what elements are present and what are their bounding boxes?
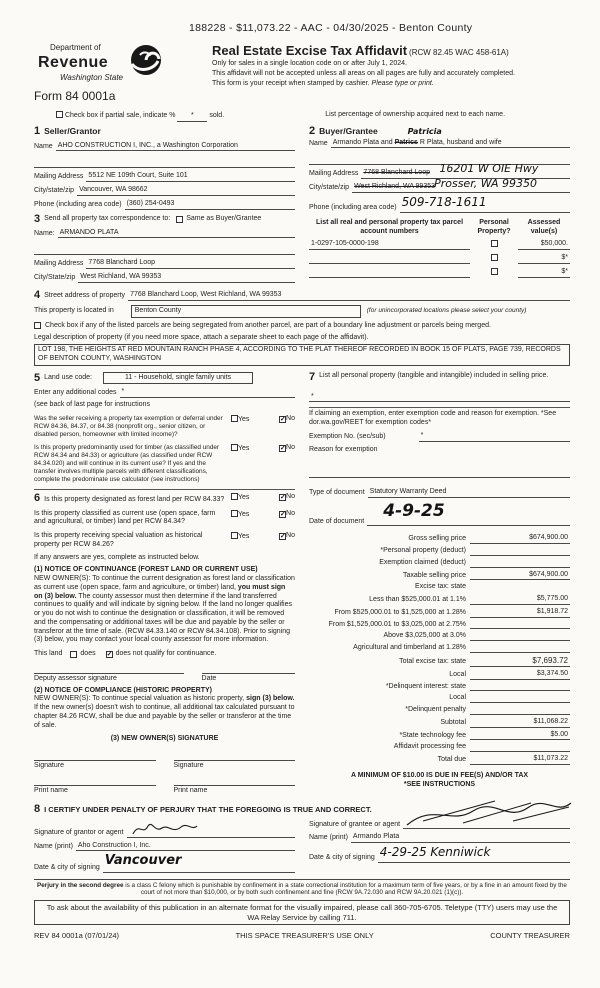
ownership-note: List percentage of ownership acquired next to each name. (325, 111, 506, 119)
local-tax-value: $3,374.50 (470, 670, 570, 680)
buyer-name-part2: R Plata, husband and wife (417, 138, 502, 146)
grantee-date-field[interactable] (378, 847, 570, 863)
correspondence-name-label: Name: (34, 229, 55, 237)
see-back-note: (see back of last page for instructions (34, 401, 150, 409)
personal-property-deduct-value (470, 548, 570, 556)
seller-city-label: City/state/zip (34, 187, 75, 195)
delinquent-penalty-value (470, 707, 570, 715)
timber-yes-checkbox[interactable] (231, 444, 238, 451)
notice2-text-a: NEW OWNER(S): To continue special valuation as historic property, (34, 695, 247, 703)
correspondence-city-label: City/State/zip (34, 274, 76, 282)
form-header (34, 43, 570, 104)
exemption-no-checkbox[interactable]: ✓ (280, 415, 286, 423)
left-lower-column (34, 372, 295, 796)
total-excise-state-value: $7,693.72 (470, 656, 570, 667)
tax-computation-table (309, 534, 570, 765)
buyer-name-part1: Armando Plata and (332, 138, 395, 146)
perjury-rest-text: is a class C felony which is punishable by confinement in a state correctional institution for a maximum term of five years, or by a fine in an amount fixed by the court of not more than $10,000, or by both such confinement and fine (RCW 9A.72.030 and RCW 9A.20.021 (1)(c)). (123, 881, 567, 897)
partial-sale-label: Check box if partial sale, indicate % (64, 112, 176, 120)
notice-compliance-title: (2) NOTICE OF COMPLIANCE (HISTORIC PROPERTY) (34, 686, 212, 694)
no-label: No (286, 532, 295, 540)
timber-no-checkbox[interactable]: ✓ (280, 444, 286, 452)
grantee-name-label: Name (print) (309, 834, 348, 842)
parcel-3-value-field[interactable]: $* (518, 268, 570, 278)
seller-mailing-field[interactable]: 5512 NE 109th Court, Suite 101 (86, 172, 295, 182)
notice-continuance-body (34, 575, 295, 645)
header-note-3-italic: Please type or print. (371, 79, 434, 87)
tax-label: Agricultural and timberland at 1.28% (353, 644, 466, 652)
located-in-label: This property is located in (34, 306, 114, 314)
doc-type-label: Type of document (309, 489, 365, 497)
timber-question: Is this property predominantly used for timber (as classified under RCW 84.34 and 84.33) or agriculture (as classified under RCW 84.34.020) and will continue in its current use? If yes and the transfer involves multiple parcels with different classifications, complete the predominate use calculator (see instructions) (34, 443, 220, 483)
same-as-buyer-label: Same as Buyer/Grantee (186, 214, 262, 222)
notice-compliance-body (34, 695, 295, 730)
gross-selling-price-value: $674,900.00 (470, 534, 570, 544)
notice1-text-bold: you must sign on (3) below. (34, 583, 286, 600)
yes-label: Yes (238, 415, 250, 423)
tax-label: Above $3,025,000 at 3.0% (383, 632, 466, 640)
minimum-due-note: A MINIMUM OF $10.00 IS DUE IN FEE(S) AND/OR TAX (350, 771, 529, 779)
personal-property-label: List all personal property (tangible and intangible) included in selling price. (319, 371, 549, 379)
personal-property-field[interactable]: * (309, 393, 570, 403)
grantor-signature-field[interactable] (127, 821, 295, 838)
no-label: No (286, 509, 295, 517)
current-use-question: Is this property classified as current use (open space, farm and agricultural, or timber) land per RCW 84.34? (34, 509, 216, 526)
logo-revenue-text: Revenue (38, 54, 109, 72)
exemption-yes-checkbox[interactable] (231, 415, 238, 422)
seller-column (34, 126, 295, 283)
correspondence-mailing-label: Mailing Address (34, 260, 84, 268)
deputy-signature-label: Deputy assessor signature (34, 673, 184, 684)
grantor-date-field[interactable] (103, 855, 295, 872)
tax-label: Gross selling price (408, 535, 466, 543)
new-owner-signature-title: (3) NEW OWNER(S) SIGNATURE (110, 735, 219, 743)
alternate-format-note: To ask about the availability of this publication in an alternate format for the visually impaired, please call 360-705-6705. Teletype (TTY) users may use the WA Relay Service by calling 711. (34, 900, 570, 925)
tier3-value (470, 621, 570, 629)
this-land-label: This land (34, 650, 63, 658)
rev-number: REV 84 0001a (07/01/24) (34, 931, 120, 941)
form-rcw: (RCW 82.45 WAC 458-61A) (409, 48, 509, 58)
owner-signature-1-label: Signature (34, 760, 156, 771)
tax-label: From $1,525,000.01 to $3,025,000 at 2.75% (328, 620, 466, 628)
right-lower-column (309, 372, 570, 796)
logo-dept-text: Department of (50, 43, 101, 53)
form-title: Real Estate Excise Tax Affidavit (212, 43, 408, 59)
revenue-swirl-icon (126, 43, 166, 79)
notice-continuance-title: (1) NOTICE OF CONTINUANCE (FOREST LAND OR CURRENT USE) (34, 566, 258, 574)
parcel-number-field[interactable]: 1-0297-105-0000-198 (309, 240, 470, 250)
tax-label: Total due (437, 756, 466, 764)
grantee-certify-block (309, 817, 570, 873)
tax-label: Subtotal (440, 718, 466, 726)
exemption-claimed-value (470, 560, 570, 568)
total-due-value: $11,073.22 (470, 755, 570, 765)
owner-print-2-label: Print name (174, 785, 296, 796)
grantee-signature-field[interactable] (403, 821, 570, 829)
legal-description-label: Legal description of property (if you need more space, attach a separate sheet to each page of the affidavit). (34, 334, 369, 342)
parcel-3-number-field[interactable] (309, 270, 470, 278)
processing-fee-value (470, 744, 570, 752)
tax-label: Local (449, 670, 466, 678)
tier1-value: $5,775.00 (470, 595, 570, 605)
does-not-label: does not qualify for continuance. (115, 650, 217, 658)
grantee-date-label: Date & city of signing (309, 854, 375, 862)
no-label: No (286, 443, 295, 451)
current-use-question-row (34, 510, 295, 528)
tax-label: Taxable selling price (402, 571, 466, 579)
grantee-signature-handwriting (403, 795, 573, 829)
buyer-phone-label: Phone (including area code) (309, 204, 397, 212)
grantor-date-label: Date & city of signing (34, 863, 100, 871)
buyer-column (309, 126, 570, 283)
segregated-checkbox[interactable] (34, 322, 41, 329)
perjury-note (34, 879, 570, 898)
street-address-field[interactable]: 7768 Blanchard Loop, West Richland, WA 99353 (128, 291, 570, 301)
partial-sale-sold-label: sold. (209, 112, 225, 120)
perjury-bold-text: Perjury in the second degree (37, 881, 124, 889)
parcel-row-2 (309, 254, 570, 264)
buyer-mailing-label: Mailing Address (309, 170, 359, 178)
historic-question-row (34, 532, 295, 550)
tier4-value (470, 633, 570, 641)
yes-label: Yes (238, 444, 250, 452)
tax-label: Local (449, 694, 466, 702)
parcel-table-header (309, 219, 570, 237)
seller-city-field[interactable]: Vancouver, WA 98662 (77, 186, 295, 196)
seller-name-label: Name (34, 142, 53, 150)
county-treasurer-label: COUNTY TREASURER (490, 931, 570, 941)
notice1-text-a: NEW OWNER(S): To continue the current designation as forest land or classification as current use (open space, farm and agriculture, or timber) land, (34, 575, 295, 591)
section-8-number: 8 (34, 802, 41, 815)
form-number: Form 84 0001a (34, 89, 116, 104)
no-label: No (286, 414, 295, 422)
yes-label: Yes (238, 533, 250, 541)
notice1-text-b: The county assessor must then determine if the land transferred continues to qualify and will indicate by signing below. If the land no longer qualifies or you do not wish to continue the designation or classification, it will be removed and the compensating or additional taxes will be due and payable by the seller or transferor at the time of sale. (RCW 84.33.140 or RCW 84.34.108). Prior to signing (3) below, you may contact your local county assessor for more information. (34, 592, 292, 644)
tax-label: Excise tax: state (415, 583, 466, 591)
logo-state-text: Washington State (60, 73, 124, 83)
same-as-buyer-checkbox[interactable] (176, 216, 183, 223)
correspondence-extra-field[interactable] (34, 247, 295, 255)
additional-codes-field[interactable]: * (120, 388, 296, 398)
grantor-certify-block (34, 817, 295, 873)
seller-mailing-label: Mailing Address (34, 173, 84, 181)
header-note-2: This affidavit will not be accepted unless all areas on all pages are fully and accurately completed. (212, 70, 515, 78)
parcel-1-personal-checkbox[interactable] (491, 240, 498, 247)
header-note-1: Only for sales in a single location code on or after July 1, 2024. (212, 60, 407, 68)
buyer-phone-handwriting: 509-718-1611 (401, 194, 487, 209)
reason-exemption-field[interactable] (309, 470, 570, 478)
delinquent-interest-local-value (470, 695, 570, 703)
additional-codes-label: Enter any additional codes (34, 389, 117, 397)
grantee-name-field[interactable]: Armando Plata (351, 833, 570, 843)
section-2-number: 2 (309, 124, 316, 137)
section-1-number: 1 (34, 124, 41, 137)
grantor-name-field[interactable]: Aho Construction I, Inc. (76, 842, 295, 852)
grantor-signature-handwriting (129, 821, 199, 837)
correspondence-mailing-field[interactable]: 7768 Blanchard Loop (86, 259, 295, 269)
delinquent-interest-state-value (470, 683, 570, 691)
parcel-3-personal-checkbox[interactable] (491, 268, 498, 275)
parcel-col-assessed: Assessed value(s) (527, 218, 561, 235)
buyer-city-struck: West Richland, WA 99353 (354, 183, 436, 191)
deputy-date-label: Date (202, 673, 295, 684)
treasurer-stamp: 188228 - $11,073.22 - AAC - 04/30/2025 - Benton County (189, 22, 473, 34)
owner-print-1-label: Print name (34, 785, 156, 796)
tax-label: Affidavit processing fee (393, 743, 466, 751)
forest-question: Is this property designated as forest land per RCW 84.33? (44, 495, 225, 503)
subtotal-value: $11,068.22 (470, 718, 570, 728)
seller-phone-label: Phone (including area code) (34, 200, 122, 208)
exemption-no-field[interactable]: * (419, 432, 570, 442)
buyer-city-handwriting: Prosser, WA 99350 (434, 177, 538, 191)
land-does-not-checkbox[interactable]: ✓ (106, 651, 113, 658)
parcel-row-1 (309, 240, 570, 250)
correspondence-city-field[interactable]: West Richland, WA 99353 (78, 273, 295, 283)
historic-no-checkbox[interactable]: ✓ (280, 533, 286, 541)
owner-signature-2-label: Signature (174, 760, 296, 771)
tax-label: Exemption claimed (deduct) (379, 558, 466, 566)
tax-label: *State technology fee (399, 731, 466, 739)
correspondence-label: Send all property tax correspondence to: (44, 214, 171, 222)
exemption-question-row (34, 415, 295, 439)
doc-date-field[interactable] (367, 501, 570, 526)
excise-tax-state-value (470, 584, 570, 592)
agricultural-value (470, 645, 570, 653)
grantee-signature-label: Signature of grantee or agent (309, 820, 401, 828)
grantor-name-label: Name (print) (34, 842, 73, 850)
doc-date-label: Date of document (309, 517, 365, 525)
section-5-number: 5 (34, 371, 41, 384)
land-use-field[interactable]: 11 - Household, single family units (103, 372, 253, 385)
parcel-2-value-field[interactable]: $* (518, 254, 570, 264)
taxable-selling-price-value: $674,900.00 (470, 571, 570, 581)
tax-label: From $525,000.01 to $1,525,000 at 1.28% (334, 608, 466, 616)
treasurer-space-label: THIS SPACE TREASURER'S USE ONLY (235, 931, 374, 941)
grantor-signature-label: Signature of grantor or agent (34, 828, 124, 836)
tax-label: Total excise tax: state (399, 658, 466, 666)
buyer-name-field[interactable] (331, 139, 570, 149)
footer-row (34, 931, 570, 940)
tax-label: *Delinquent penalty (405, 706, 466, 714)
buyer-mailing-struck: 7768 Blanchard Loop (363, 169, 430, 177)
certify-title: I CERTIFY UNDER PENALTY OF PERJURY THAT THE FOREGOING IS TRUE AND CORRECT. (44, 804, 372, 814)
buyer-name-correction-handwriting: Patricia (407, 126, 442, 136)
parcel-2-number-field[interactable] (309, 256, 470, 264)
tax-label: *Personal property (deduct) (380, 547, 466, 555)
buyer-city-field[interactable] (352, 177, 570, 193)
if-yes-note: If any answers are yes, complete as instructed below. (34, 553, 200, 561)
yes-label: Yes (238, 510, 250, 518)
partial-sale-row (34, 111, 570, 122)
buyer-phone-field[interactable] (400, 194, 570, 213)
exemption-question: Was the seller receiving a property tax exemption or deferral under RCW 84.36, 84.37, or 84.38 (nonprofit org., senior citizen, or disabled person, homeowner with limited income)? (34, 414, 223, 438)
section-1-title: Seller/Grantor (44, 125, 101, 136)
forest-no-checkbox[interactable]: ✓ (280, 493, 286, 501)
see-instructions-note: *SEE INSTRUCTIONS (403, 780, 476, 788)
section-3-number: 3 (34, 212, 41, 225)
current-use-yes-checkbox[interactable] (231, 510, 238, 517)
seller-name-field[interactable]: AHO CONSTRUCTION I, INC., a Washington Corporation (56, 142, 295, 152)
partial-sale-checkbox[interactable] (56, 111, 63, 118)
seller-extra-name-field[interactable] (34, 160, 295, 168)
dor-logo-block (34, 43, 202, 104)
partial-sale-percent-field[interactable]: * (177, 112, 207, 122)
header-note-3: This form is your receipt when stamped by cashier. (212, 79, 370, 87)
current-use-no-checkbox[interactable]: ✓ (280, 510, 286, 518)
technology-fee-value: $5.00 (470, 731, 570, 741)
street-address-label: Street address of property (44, 292, 126, 300)
doc-date-handwriting: 4-9-25 (383, 501, 445, 522)
grantor-date-handwriting: Vancouver (104, 853, 182, 869)
tax-label: Less than $525,000.01 at 1.1% (369, 596, 466, 604)
timber-question-row (34, 444, 295, 484)
located-in-note: (for unincorporated locations please select your county) (366, 307, 527, 315)
land-does-checkbox[interactable] (70, 651, 77, 658)
buyer-name-label: Name (309, 139, 328, 147)
located-in-field[interactable]: Benton County (131, 305, 361, 318)
section-7-number: 7 (309, 370, 316, 383)
buyer-name-struck: Patrics (394, 138, 418, 146)
tier2-value: $1,918.72 (470, 608, 570, 618)
correspondence-name-field[interactable]: ARMANDO PLATA (58, 229, 295, 239)
parcel-1-value-field[interactable]: $50,000. (518, 240, 570, 250)
historic-yes-checkbox[interactable] (231, 532, 238, 539)
parcel-row-3 (309, 268, 570, 278)
land-use-label: Land use code: (44, 373, 92, 381)
segregated-text: Check box if any of the listed parcels are being segregated from another parcel, are part of a boundary line adjustment or parcels being merged. (45, 321, 491, 329)
notice2-text-b: If the new owner(s) doesn't wish to continue, all additional tax calculated pursuant to chapter 84.26 RCW, shall be due and payable by the seller or transferor at the time of sale. (34, 704, 295, 729)
forest-question-row (34, 489, 295, 505)
no-label: No (286, 492, 295, 500)
section-4-number: 4 (34, 288, 41, 301)
reason-exemption-label: Reason for exemption (309, 445, 378, 453)
tax-label: *Delinquent interest: state (385, 682, 466, 690)
buyer-mailing-handwriting: 16201 W OIE Hwy (439, 162, 539, 176)
grantee-date-handwriting: 4-29-25 Kenniwick (379, 845, 491, 860)
parcel-2-personal-checkbox[interactable] (491, 254, 498, 261)
yes-label: Yes (238, 493, 250, 501)
seller-phone-field[interactable]: (360) 254-0493 (125, 200, 295, 210)
parcel-col-numbers: List all real and personal property tax parcel account numbers (315, 218, 464, 235)
doc-type-field[interactable]: Statutory Warranty Deed (368, 488, 570, 498)
notice2-text-bold: sign (3) below. (246, 695, 295, 703)
forest-yes-checkbox[interactable] (231, 493, 238, 500)
section-2-title: Buyer/Grantee (319, 125, 378, 136)
exemption-note: If claiming an exemption, enter exemption code and reason for exemption. *See dor.wa.gov/REET for exemption codes* (309, 407, 570, 428)
legal-description-field[interactable]: LOT 198, THE HEIGHTS AT RED MOUNTAIN RANCH PHASE 4, ACCORDING TO THE PLAT THEREOF RECORDED IN BOOK 15 OF PLATS, PAGE 739, RECORDS OF BENTON COUNTY, WASHINGTON (34, 344, 570, 366)
buyer-city-label: City/state/zip (309, 184, 350, 192)
exemption-no-label: Exemption No. (sec/sub) (309, 432, 386, 440)
historic-question: Is this property receiving special valuation as historical property per RCW 84.26? (34, 532, 203, 548)
does-label: does (80, 650, 96, 658)
section-6-number: 6 (34, 491, 41, 504)
parcel-col-personal: Personal Property? (477, 218, 511, 235)
